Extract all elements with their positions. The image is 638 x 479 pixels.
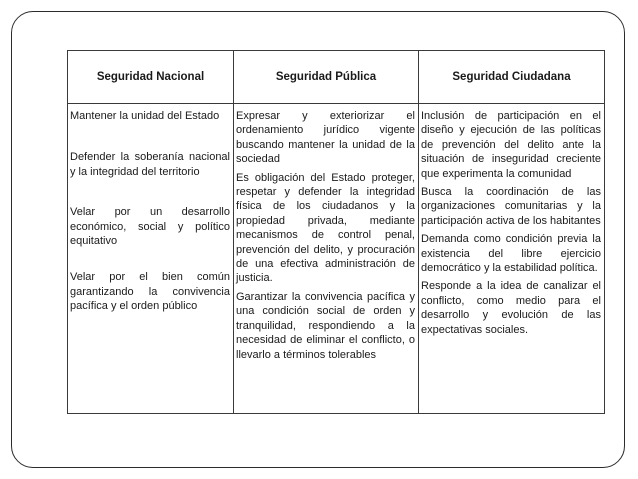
ciudadana-item: Inclusión de participación en el diseño y ejecución de las políticas de prevención del delito ante la situación de inseguridad creciente que experimenta la comunidad — [421, 110, 601, 180]
publica-item: Expresar y exteriorizar el ordenamiento jurídico vigente buscando mantener la unidad de la sociedad — [236, 110, 415, 166]
header-seguridad-nacional: Seguridad Nacional — [68, 51, 234, 104]
nacional-item: Defender la soberanía nacional y la integridad del territorio — [70, 151, 230, 178]
header-seguridad-ciudadana: Seguridad Ciudadana — [419, 51, 605, 104]
security-comparison-table — [67, 50, 605, 414]
nacional-item: Velar por un desarrollo económico, social y político equitativo — [70, 206, 230, 248]
cell-nacional — [68, 104, 234, 414]
table-row — [68, 104, 605, 414]
ciudadana-item: Responde a la idea de canalizar el conflicto, como medio para el desarrollo y evolución de las expectativas sociales. — [421, 280, 601, 336]
ciudadana-item: Demanda como condición previa la existencia del libre ejercicio democrático y la estabilidad política. — [421, 233, 601, 275]
table-header-row — [68, 51, 605, 104]
ciudadana-item: Busca la coordinación de las organizaciones comunitarias y la participación activa de los habitantes — [421, 186, 601, 227]
cell-publica — [234, 104, 419, 414]
nacional-item: Velar por el bien común garantizando la convivencia pacífica y el orden público — [70, 271, 230, 313]
header-seguridad-publica: Seguridad Pública — [234, 51, 419, 104]
publica-item: Es obligación del Estado proteger, respetar y defender la integridad física de los ciudadanos y la propiedad privada, mediante mecanismos de control penal, prevención del delito, y procuración de una efectiva administración de justicia. — [236, 171, 415, 285]
publica-item: Garantizar la convivencia pacífica y una condición social de orden y tranquilidad, respondiendo a la necesidad de eliminar el conflicto, o llevarlo a términos tolerables — [236, 290, 415, 361]
cell-ciudadana — [419, 104, 605, 414]
nacional-item: Mantener la unidad del Estado — [70, 110, 220, 122]
